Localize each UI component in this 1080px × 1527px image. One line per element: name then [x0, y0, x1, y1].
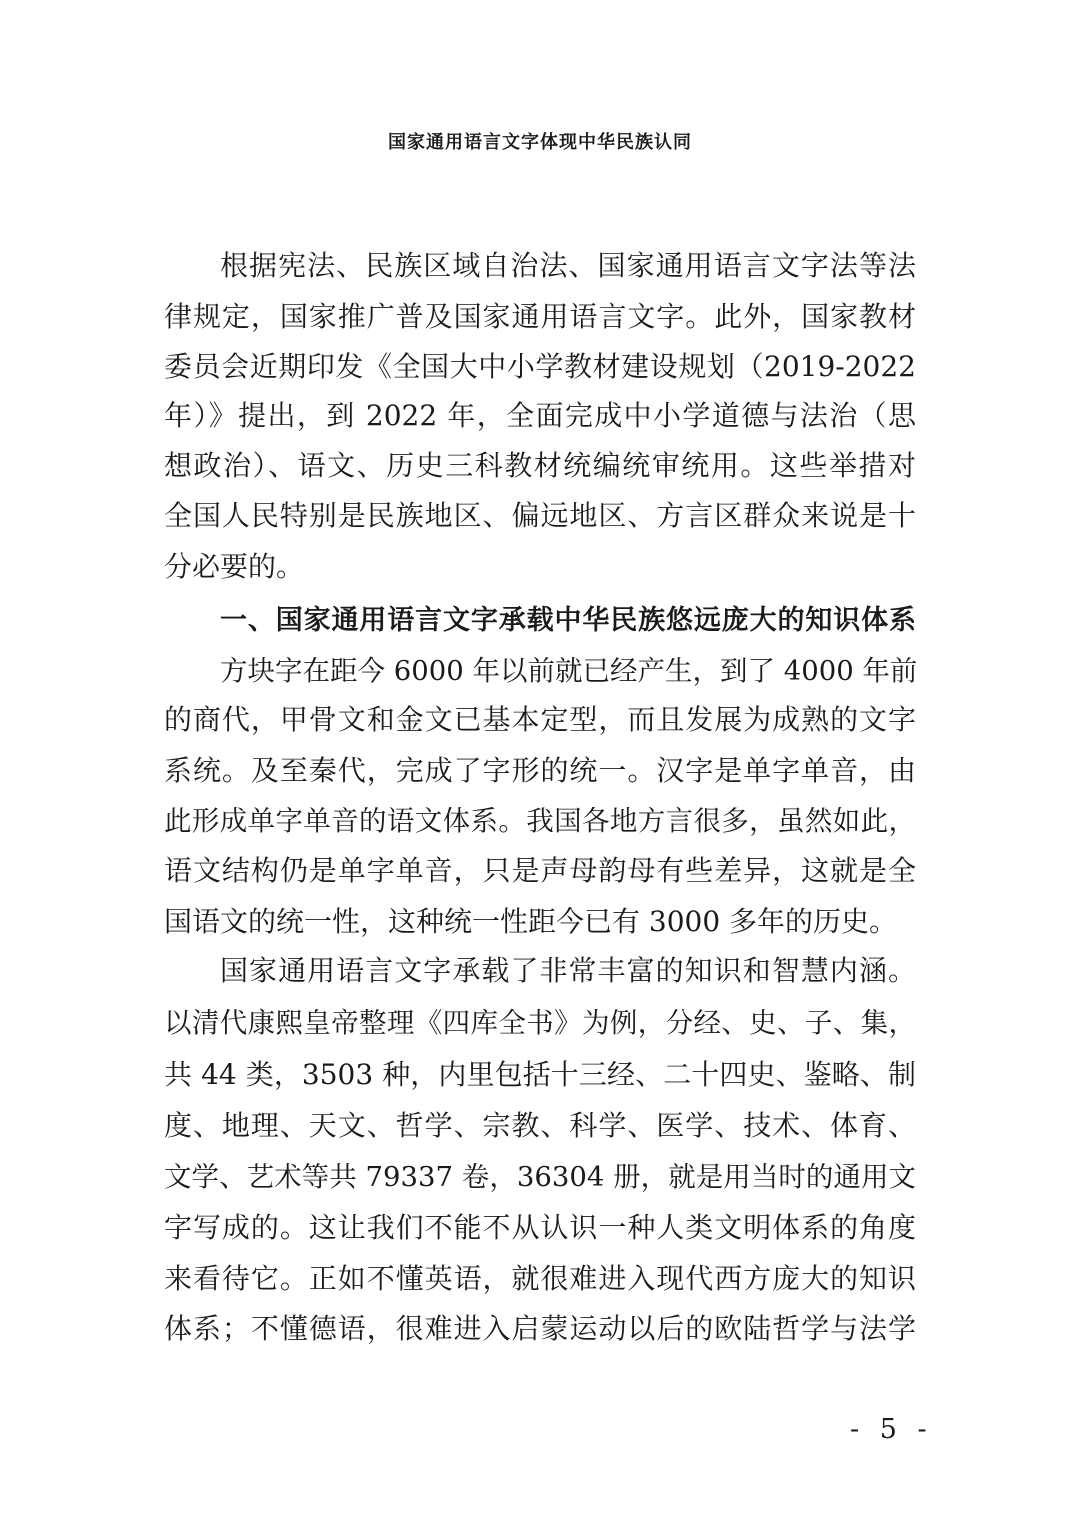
page-number: - 5 -: [850, 1414, 933, 1445]
paragraph-line: 字写成的。这让我们不能不从认识一种人类文明体系的角度: [164, 1211, 916, 1244]
paragraph-line: 分必要的。: [164, 550, 305, 583]
paragraph-line: 共 44 类，3503 种，内里包括十三经、二十四史、鉴略、制: [164, 1058, 916, 1091]
paragraph-line: 来看待它。正如不懂英语，就很难进入现代西方庞大的知识: [164, 1262, 916, 1295]
paragraph-line: 根据宪法、民族区域自治法、国家通用语言文字法等法: [220, 249, 916, 282]
paragraph-line: 方块字在距今 6000 年以前就已经产生，到了 4000 年前: [220, 655, 918, 687]
paragraph-line: 全国人民特别是民族地区、偏远地区、方言区群众来说是十: [164, 499, 916, 532]
paragraph-line: 国语文的统一性，这种统一性距今已有 3000 多年的历史。: [164, 905, 898, 938]
paragraph-line: 此形成单字单音的语文体系。我国各地方言很多，虽然如此，: [164, 805, 916, 837]
paragraph-line: 系统。及至秦代，完成了字形的统一。汉字是单字单音，由: [164, 754, 916, 787]
paragraph-line: 国家通用语言文字承载了非常丰富的知识和智慧内涵。: [220, 954, 916, 987]
paragraph-line: 度、地理、天文、哲学、宗教、科学、医学、技术、体育、: [164, 1109, 916, 1142]
document-title: 国家通用语言文字体现中华民族认同: [388, 132, 692, 153]
paragraph-line: 文学、艺术等共 79337 卷，36304 册，就是用当时的通用文: [164, 1161, 916, 1193]
paragraph-line: 年）》提出，到 2022 年，全面完成中小学道德与法治（思: [164, 399, 916, 432]
section-heading: 一、国家通用语言文字承载中华民族悠远庞大的知识体系: [220, 605, 916, 636]
paragraph-line: 的商代，甲骨文和金文已基本定型，而且发展为成熟的文字: [164, 703, 916, 736]
paragraph-line: 委员会近期印发《全国大中小学教材建设规划（2019-2022: [164, 350, 916, 383]
paragraph-line: 语文结构仍是单字单音，只是声母韵母有些差异，这就是全: [164, 854, 916, 887]
paragraph-line: 想政治）、语文、历史三科教材统编统审统用。这些举措对: [164, 449, 916, 482]
paragraph-line: 以清代康熙皇帝整理《四库全书》为例，分经、史、子、集，: [164, 1007, 916, 1039]
paragraph-line: 律规定，国家推广普及国家通用语言文字。此外，国家教材: [164, 300, 916, 333]
paragraph-line: 体系；不懂德语，很难进入启蒙运动以后的欧陆哲学与法学: [164, 1312, 916, 1345]
